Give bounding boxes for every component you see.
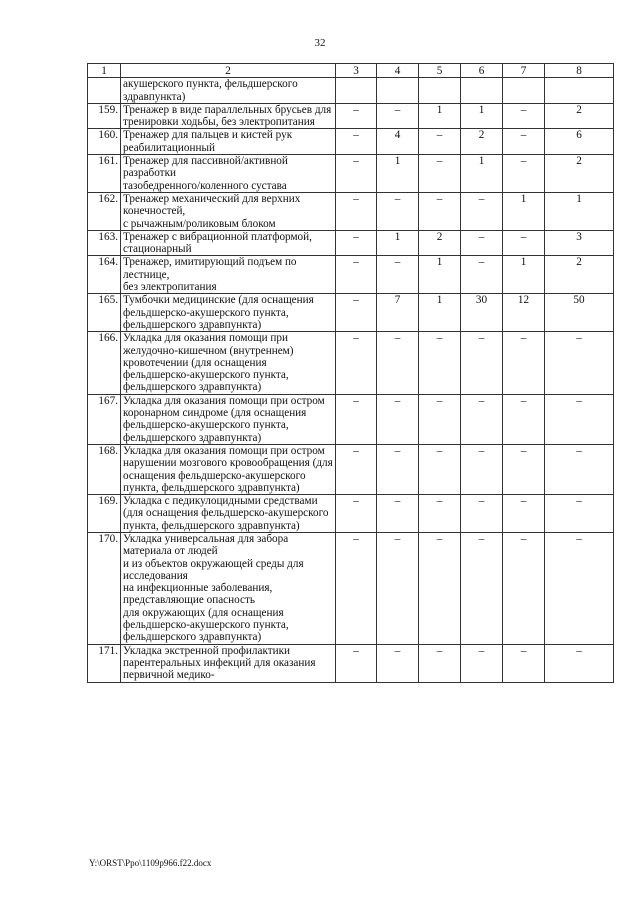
quantity-cell: –	[336, 155, 377, 193]
quantity-cell: –	[503, 103, 545, 129]
item-name: Укладка для оказания помощи при остром коронарном синдроме (для оснащения фельдшерско-акушерского пункта, фельдшерского здравпункта)	[121, 394, 336, 444]
table-body	[88, 78, 614, 682]
table-row	[88, 230, 614, 256]
item-name: Тумбочки медицинские (для оснащения фельдшерско-акушерского пункта, фельдшерского здравпункта)	[121, 294, 336, 332]
quantity-cell: –	[377, 644, 419, 682]
quantity-cell: –	[461, 230, 503, 256]
quantity-cell: –	[503, 444, 545, 494]
quantity-cell: –	[545, 444, 614, 494]
quantity-cell	[461, 78, 503, 104]
quantity-cell	[419, 78, 461, 104]
quantity-cell: –	[503, 394, 545, 444]
quantity-cell: –	[461, 192, 503, 230]
quantity-cell: 1	[545, 192, 614, 230]
page-number: 32	[314, 37, 326, 49]
item-name: Укладка для оказания помощи при остром нарушении мозгового кровообращения (для оснащения фельдшерско-акушерского пункта, фельдшерского здравпункта)	[121, 444, 336, 494]
table-row	[88, 394, 614, 444]
quantity-cell: –	[545, 495, 614, 533]
quantity-cell: –	[336, 294, 377, 332]
table-row	[88, 256, 614, 294]
row-number: 168.	[88, 444, 121, 494]
quantity-cell: –	[336, 129, 377, 155]
quantity-cell: –	[503, 155, 545, 193]
column-header: 1	[88, 64, 121, 78]
quantity-cell: –	[503, 495, 545, 533]
table-row	[88, 444, 614, 494]
quantity-cell: 1	[377, 155, 419, 193]
item-name: Укладка универсальная для забора материала от людей и из объектов окружающей среды для исследования на инфекционные заболевания, представляющие опасность для окружающих (для оснащения фельдшерско-акушерского пункта, фельдшерского здравпункта)	[121, 532, 336, 644]
quantity-cell: –	[419, 332, 461, 394]
quantity-cell: –	[545, 332, 614, 394]
quantity-cell: 1	[419, 294, 461, 332]
table-row	[88, 78, 614, 104]
quantity-cell: 2	[545, 103, 614, 129]
quantity-cell: –	[461, 332, 503, 394]
quantity-cell: –	[336, 394, 377, 444]
table-row	[88, 129, 614, 155]
quantity-cell: –	[377, 256, 419, 294]
quantity-cell: 1	[503, 192, 545, 230]
quantity-cell: –	[336, 332, 377, 394]
quantity-cell: –	[336, 495, 377, 533]
quantity-cell: –	[377, 332, 419, 394]
quantity-cell: –	[461, 444, 503, 494]
quantity-cell: –	[461, 532, 503, 644]
quantity-cell: –	[336, 444, 377, 494]
quantity-cell: –	[545, 532, 614, 644]
column-header: 4	[377, 64, 419, 78]
table-row	[88, 332, 614, 394]
quantity-cell: –	[377, 444, 419, 494]
table-row	[88, 103, 614, 129]
file-path-footer: Y:\ORST\Ppo\1109p966.f22.docx	[89, 858, 212, 868]
quantity-cell: –	[503, 129, 545, 155]
table-row	[88, 644, 614, 682]
quantity-cell: –	[419, 644, 461, 682]
quantity-cell	[545, 78, 614, 104]
quantity-cell: 2	[545, 256, 614, 294]
quantity-cell: 1	[503, 256, 545, 294]
row-number: 159.	[88, 103, 121, 129]
quantity-cell: –	[336, 256, 377, 294]
item-name: акушерского пункта, фельдшерского здравпункта)	[121, 78, 336, 104]
column-header: 6	[461, 64, 503, 78]
quantity-cell: 4	[377, 129, 419, 155]
row-number: 165.	[88, 294, 121, 332]
quantity-cell: –	[419, 495, 461, 533]
quantity-cell: –	[461, 495, 503, 533]
row-number: 166.	[88, 332, 121, 394]
quantity-cell: –	[461, 394, 503, 444]
quantity-cell: 7	[377, 294, 419, 332]
quantity-cell: –	[336, 103, 377, 129]
table-header	[88, 64, 614, 78]
row-number: 171.	[88, 644, 121, 682]
quantity-cell: –	[419, 192, 461, 230]
item-name: Укладка для оказания помощи при желудочно-кишечном (внутреннем) кровотечении (для оснащения фельдшерско-акушерского пункта, фельдшерского здравпункта)	[121, 332, 336, 394]
table-row	[88, 192, 614, 230]
table-row	[88, 495, 614, 533]
quantity-cell: –	[545, 644, 614, 682]
quantity-cell: 30	[461, 294, 503, 332]
quantity-cell: 1	[419, 103, 461, 129]
table-row	[88, 155, 614, 193]
quantity-cell: 6	[545, 129, 614, 155]
quantity-cell: 2	[461, 129, 503, 155]
row-number: 169.	[88, 495, 121, 533]
quantity-cell: –	[377, 394, 419, 444]
quantity-cell: 3	[545, 230, 614, 256]
item-name: Укладка экстренной профилактики парентеральных инфекций для оказания первичной медико-	[121, 644, 336, 682]
row-number: 163.	[88, 230, 121, 256]
quantity-cell: –	[377, 103, 419, 129]
quantity-cell: –	[419, 394, 461, 444]
quantity-cell: –	[461, 256, 503, 294]
quantity-cell: 12	[503, 294, 545, 332]
quantity-cell: –	[336, 230, 377, 256]
item-name: Тренажер с вибрационной платформой, стационарный	[121, 230, 336, 256]
item-name: Тренажер, имитирующий подъем по лестнице, без электропитания	[121, 256, 336, 294]
quantity-cell: –	[461, 644, 503, 682]
quantity-cell: 1	[377, 230, 419, 256]
row-number: 170.	[88, 532, 121, 644]
row-number: 160.	[88, 129, 121, 155]
item-name: Тренажер для пальцев и кистей рук реабилитационный	[121, 129, 336, 155]
quantity-cell: 2	[545, 155, 614, 193]
column-header: 7	[503, 64, 545, 78]
item-name: Тренажер механический для верхних конечностей, с рычажным/роликовым блоком	[121, 192, 336, 230]
quantity-cell: –	[503, 532, 545, 644]
item-name: Тренажер для пассивной/активной разработки тазобедренного/коленного сустава	[121, 155, 336, 193]
item-name: Укладка с педикулоцидными средствами (для оснащения фельдшерско-акушерского пункта, фельдшерского здравпункта)	[121, 495, 336, 533]
quantity-cell	[503, 78, 545, 104]
quantity-cell: –	[503, 644, 545, 682]
quantity-cell: –	[419, 444, 461, 494]
column-header: 2	[121, 64, 336, 78]
quantity-cell: –	[419, 532, 461, 644]
quantity-cell: –	[377, 192, 419, 230]
quantity-cell: –	[336, 532, 377, 644]
quantity-cell: –	[377, 532, 419, 644]
quantity-cell: –	[545, 394, 614, 444]
quantity-cell: 1	[419, 256, 461, 294]
column-header: 8	[545, 64, 614, 78]
equipment-table	[87, 63, 614, 683]
quantity-cell: 50	[545, 294, 614, 332]
quantity-cell: –	[503, 230, 545, 256]
row-number: 164.	[88, 256, 121, 294]
table-row	[88, 532, 614, 644]
quantity-cell: 1	[461, 103, 503, 129]
table-row	[88, 294, 614, 332]
row-number: 167.	[88, 394, 121, 444]
quantity-cell: –	[336, 644, 377, 682]
column-header: 5	[419, 64, 461, 78]
quantity-cell: 1	[461, 155, 503, 193]
column-header: 3	[336, 64, 377, 78]
row-number	[88, 78, 121, 104]
quantity-cell	[336, 78, 377, 104]
quantity-cell: –	[419, 129, 461, 155]
row-number: 161.	[88, 155, 121, 193]
quantity-cell: –	[503, 332, 545, 394]
quantity-cell: –	[377, 495, 419, 533]
quantity-cell: 2	[419, 230, 461, 256]
quantity-cell: –	[336, 192, 377, 230]
item-name: Тренажер в виде параллельных брусьев для тренировки ходьбы, без электропитания	[121, 103, 336, 129]
row-number: 162.	[88, 192, 121, 230]
quantity-cell	[377, 78, 419, 104]
quantity-cell: –	[419, 155, 461, 193]
